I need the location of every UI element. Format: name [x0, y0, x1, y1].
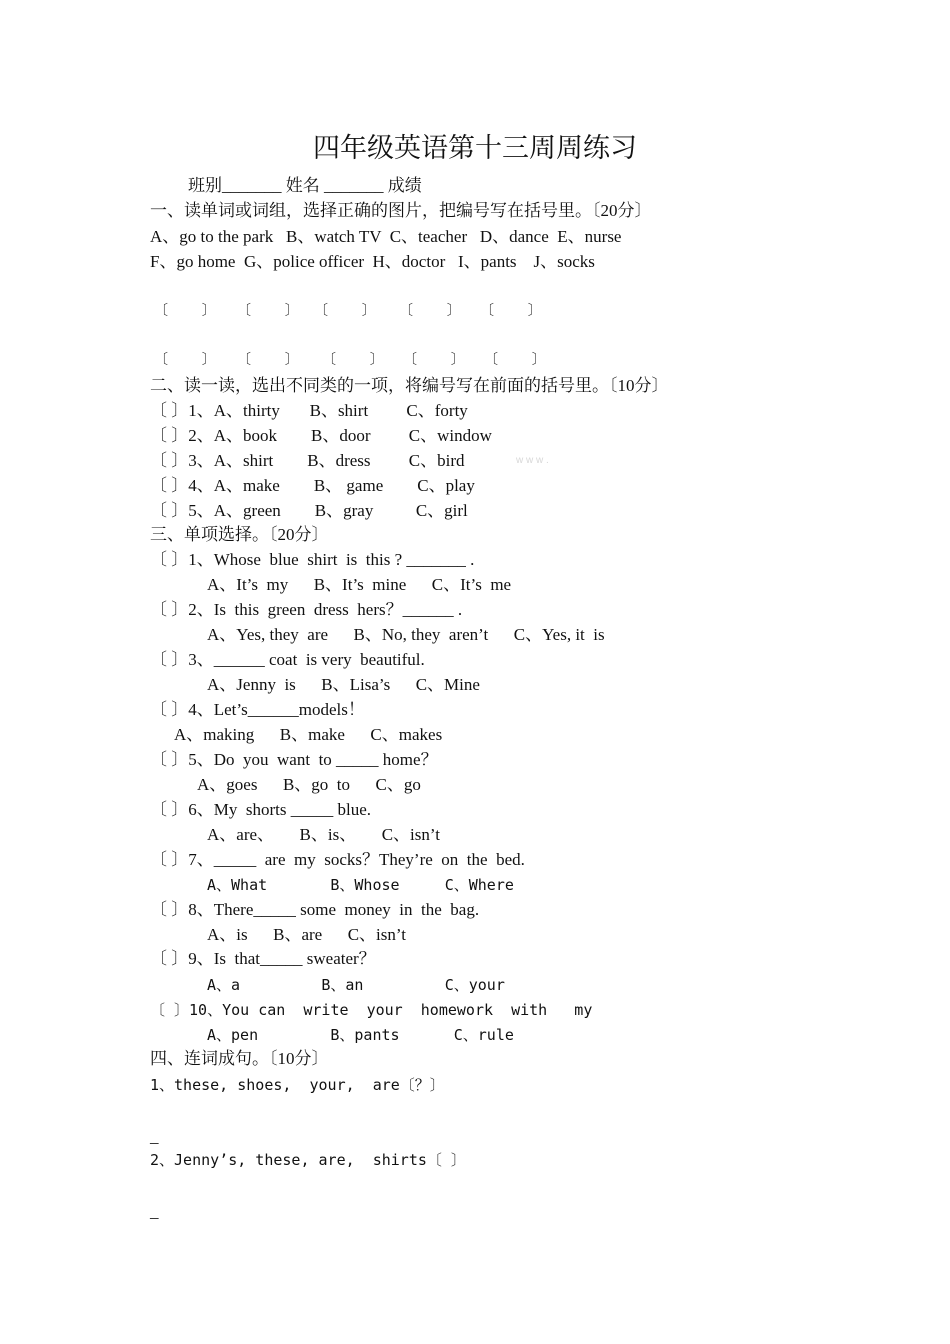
sentence-1-answer-line: _ [150, 1127, 159, 1146]
page-title: 四年级英语第十三周周练习 [313, 133, 637, 164]
question-1: 〔 〕1、Whose blue shirt is this ? _______ . [150, 550, 475, 569]
section2-item: 〔 〕5、A、green B、gray C、girl [150, 501, 468, 520]
section1-heading: 一、读单词或词组，选择正确的图片，把编号写在括号里。〔20分〕 [150, 201, 652, 220]
answer-paren: 〔 〕 [314, 303, 376, 319]
question-7: 〔 〕7、_____ are my socks？They’re on the bed. [150, 850, 525, 869]
section2-item: 〔 〕2、A、book B、door C、window [150, 426, 492, 445]
question-2: 〔 〕2、Is this green dress hers？______ . [150, 600, 463, 619]
section1-options-line2: F、go home G、police officer H、doctor I、pants J、socks [150, 252, 595, 271]
sentence-2: 2、Jenny’s, these, are, shirts〔 〕 [150, 1151, 466, 1169]
section1-options-line1: A、go to the park B、watch TV C、teacher D、dance E、nurse [150, 227, 622, 246]
question-3-options: A、Jenny is B、Lisa’s C、Mine [207, 675, 480, 694]
sentence-1: 1、these, shoes, your, are〔？〕 [150, 1076, 445, 1094]
answer-paren: 〔 〕 [484, 352, 546, 368]
student-info-line: 班别_______ 姓名 _______ 成绩 [188, 176, 422, 195]
answer-paren: 〔 〕 [403, 352, 465, 368]
answer-paren: 〔 〕 [154, 303, 216, 319]
section2-item: 〔 〕3、A、shirt B、dress C、bird [150, 451, 465, 470]
question-7-options: A、What B、Whose C、Where [207, 876, 514, 894]
section2-item: 〔 〕4、A、make B、 game C、play [150, 476, 475, 495]
section2-heading: 二、读一读，选出不同类的一项，将编号写在前面的括号里。〔10分〕 [150, 376, 669, 395]
question-1-options: A、It’s my B、It’s mine C、It’s me [207, 575, 512, 594]
question-8-options: A、is B、are C、isn’t [207, 925, 406, 944]
question-4: 〔 〕4、Let’s______models！ [150, 700, 365, 719]
question-4-options: A、making B、make C、makes [174, 725, 443, 744]
section4-heading: 四、连词成句。〔10分〕 [150, 1049, 329, 1068]
question-8: 〔 〕8、There_____ some money in the bag. [150, 900, 480, 919]
section3-heading: 三、单项选择。〔20分〕 [150, 525, 329, 544]
question-3: 〔 〕3、______ coat is very beautiful. [150, 650, 425, 669]
section2-item: 〔 〕1、A、thirty B、shirt C、forty [150, 401, 468, 420]
question-6-options: A、are、 B、is、 C、isn’t [207, 825, 440, 844]
question-5-options: A、goes B、go to C、go [197, 775, 421, 794]
answer-paren: 〔 〕 [154, 352, 216, 368]
faint-watermark: w w w . [516, 455, 549, 466]
question-9: 〔 〕9、Is that_____ sweater？ [150, 949, 376, 968]
question-5: 〔 〕5、Do you want to _____ home？ [150, 750, 438, 769]
answer-paren: 〔 〕 [237, 303, 299, 319]
answer-paren: 〔 〕 [480, 303, 542, 319]
question-10: 〔 〕10、You can write your homework with my [150, 1001, 593, 1019]
question-6: 〔 〕6、My shorts _____ blue. [150, 800, 371, 819]
question-9-options: A、a B、an C、your [207, 976, 505, 994]
answer-paren: 〔 〕 [399, 303, 461, 319]
sentence-2-answer-line: _ [150, 1202, 159, 1221]
question-2-options: A、Yes, they are B、No, they aren’t C、Yes, it is [207, 625, 605, 644]
question-10-options: A、pen B、pants C、rule [207, 1026, 514, 1044]
answer-paren: 〔 〕 [322, 352, 384, 368]
answer-paren: 〔 〕 [237, 352, 299, 368]
